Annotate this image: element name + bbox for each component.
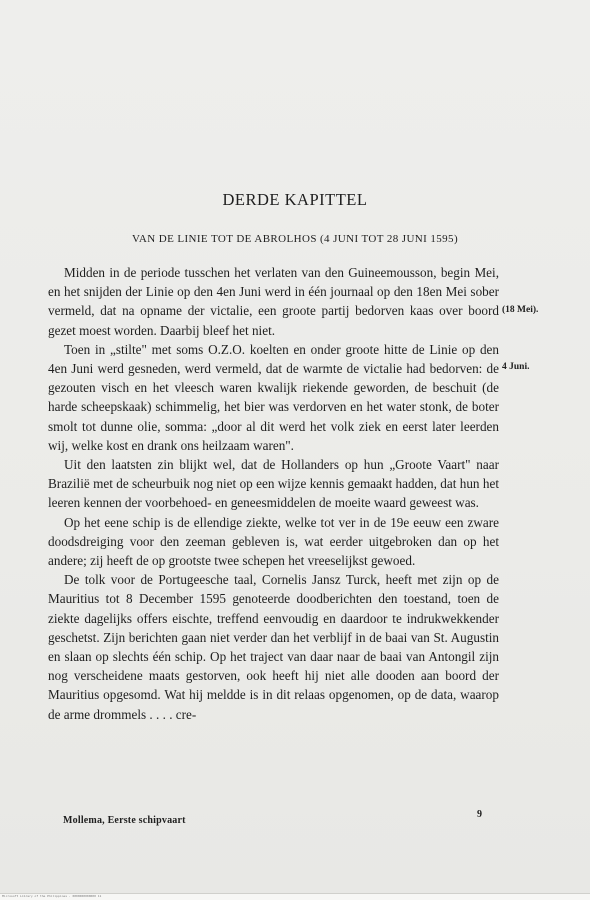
paragraph-2: Toen in „stilte" met soms O.Z.O. koelten en onder groote hitte de Linie op den 4en Juni werd gesneden, werd vermeld, dat de warmte de victalie had bedorven: de gezouten visch en het vleesch waren kwalijk riekende geworden, de beschuit (de harde scheepskaak) schimmelig, het bier was verdorven en het water stonk, de boter smolt tot dunne olie, somma: „door al dit werd het volk ziek en eerst later leerden wij, welke kost en drank ons heilzaam waren".	[48, 341, 499, 453]
scan-info-text: Microsoft Library of the Philippines · 0000000000000 11	[2, 894, 102, 898]
body-text	[48, 263, 499, 724]
scan-info-strip	[0, 893, 590, 900]
running-footer: Mollema, Eerste schipvaart	[63, 815, 186, 826]
margin-note-4-juni: 4 Juni.	[502, 362, 530, 372]
paragraph-5: De tolk voor de Portugeesche taal, Cornelis Jansz Turck, heeft met zijn op de Mauritius tot 8 December 1595 genoteerde doodberichten den toestand, toen de ziekte dagelijks offers eischte, treffend eenvoudig en daardoor te indrukwekkender geschetst. Zijn berichten gaan niet verder dan het verblijf in de baai van St. Augustin en slaan op slechts één schip. Op het traject van daar naar de baai van Antongil zijn nog verscheidene maats gestorven, ook heeft hij niet alle dooden aan boord der Mauritius opgesomd. Wat hij meldde is in dit relaas opgenomen, op de data, waarop de arme drommels . . . . cre-	[48, 572, 499, 722]
paragraph-1: Midden in de periode tusschen het verlaten van den Guineemousson, begin Mei, en het snijden der Linie op den 4en Juni werd in één journaal op den 18en Mei sober vermeld, dat na opname der victalie, een groote partij bedorven kaas over boord gezet moest worden. Daarbij bleef het niet.	[48, 265, 499, 338]
paragraph-4: Op het eene schip is de ellendige ziekte, welke tot ver in de 19e eeuw een zware doodsdreiging voor den zeeman gebleven is, wat eerder uitgebroken dan op het andere; zij heeft de op grootste twee schepen het vreeselijkst gewoed.	[48, 514, 499, 569]
page-number: 9	[477, 809, 482, 820]
chapter-title: DERDE KAPITTEL	[222, 190, 368, 209]
paragraph-3: Uit den laatsten zin blijkt wel, dat de Hollanders op hun „Groote Vaart" naar Brazilië met de scheurbuik nog niet op een wijze kennis gemaakt hadden, dat hun het leeren kennen der voorbehoed- en geneesmiddelen de moeite waard geweest was.	[48, 457, 499, 511]
chapter-subtitle: VAN DE LINIE TOT DE ABROLHOS (4 JUNI TOT 28 JUNI 1595)	[131, 233, 459, 245]
margin-note-18-mei: (18 Mei).	[502, 305, 539, 315]
